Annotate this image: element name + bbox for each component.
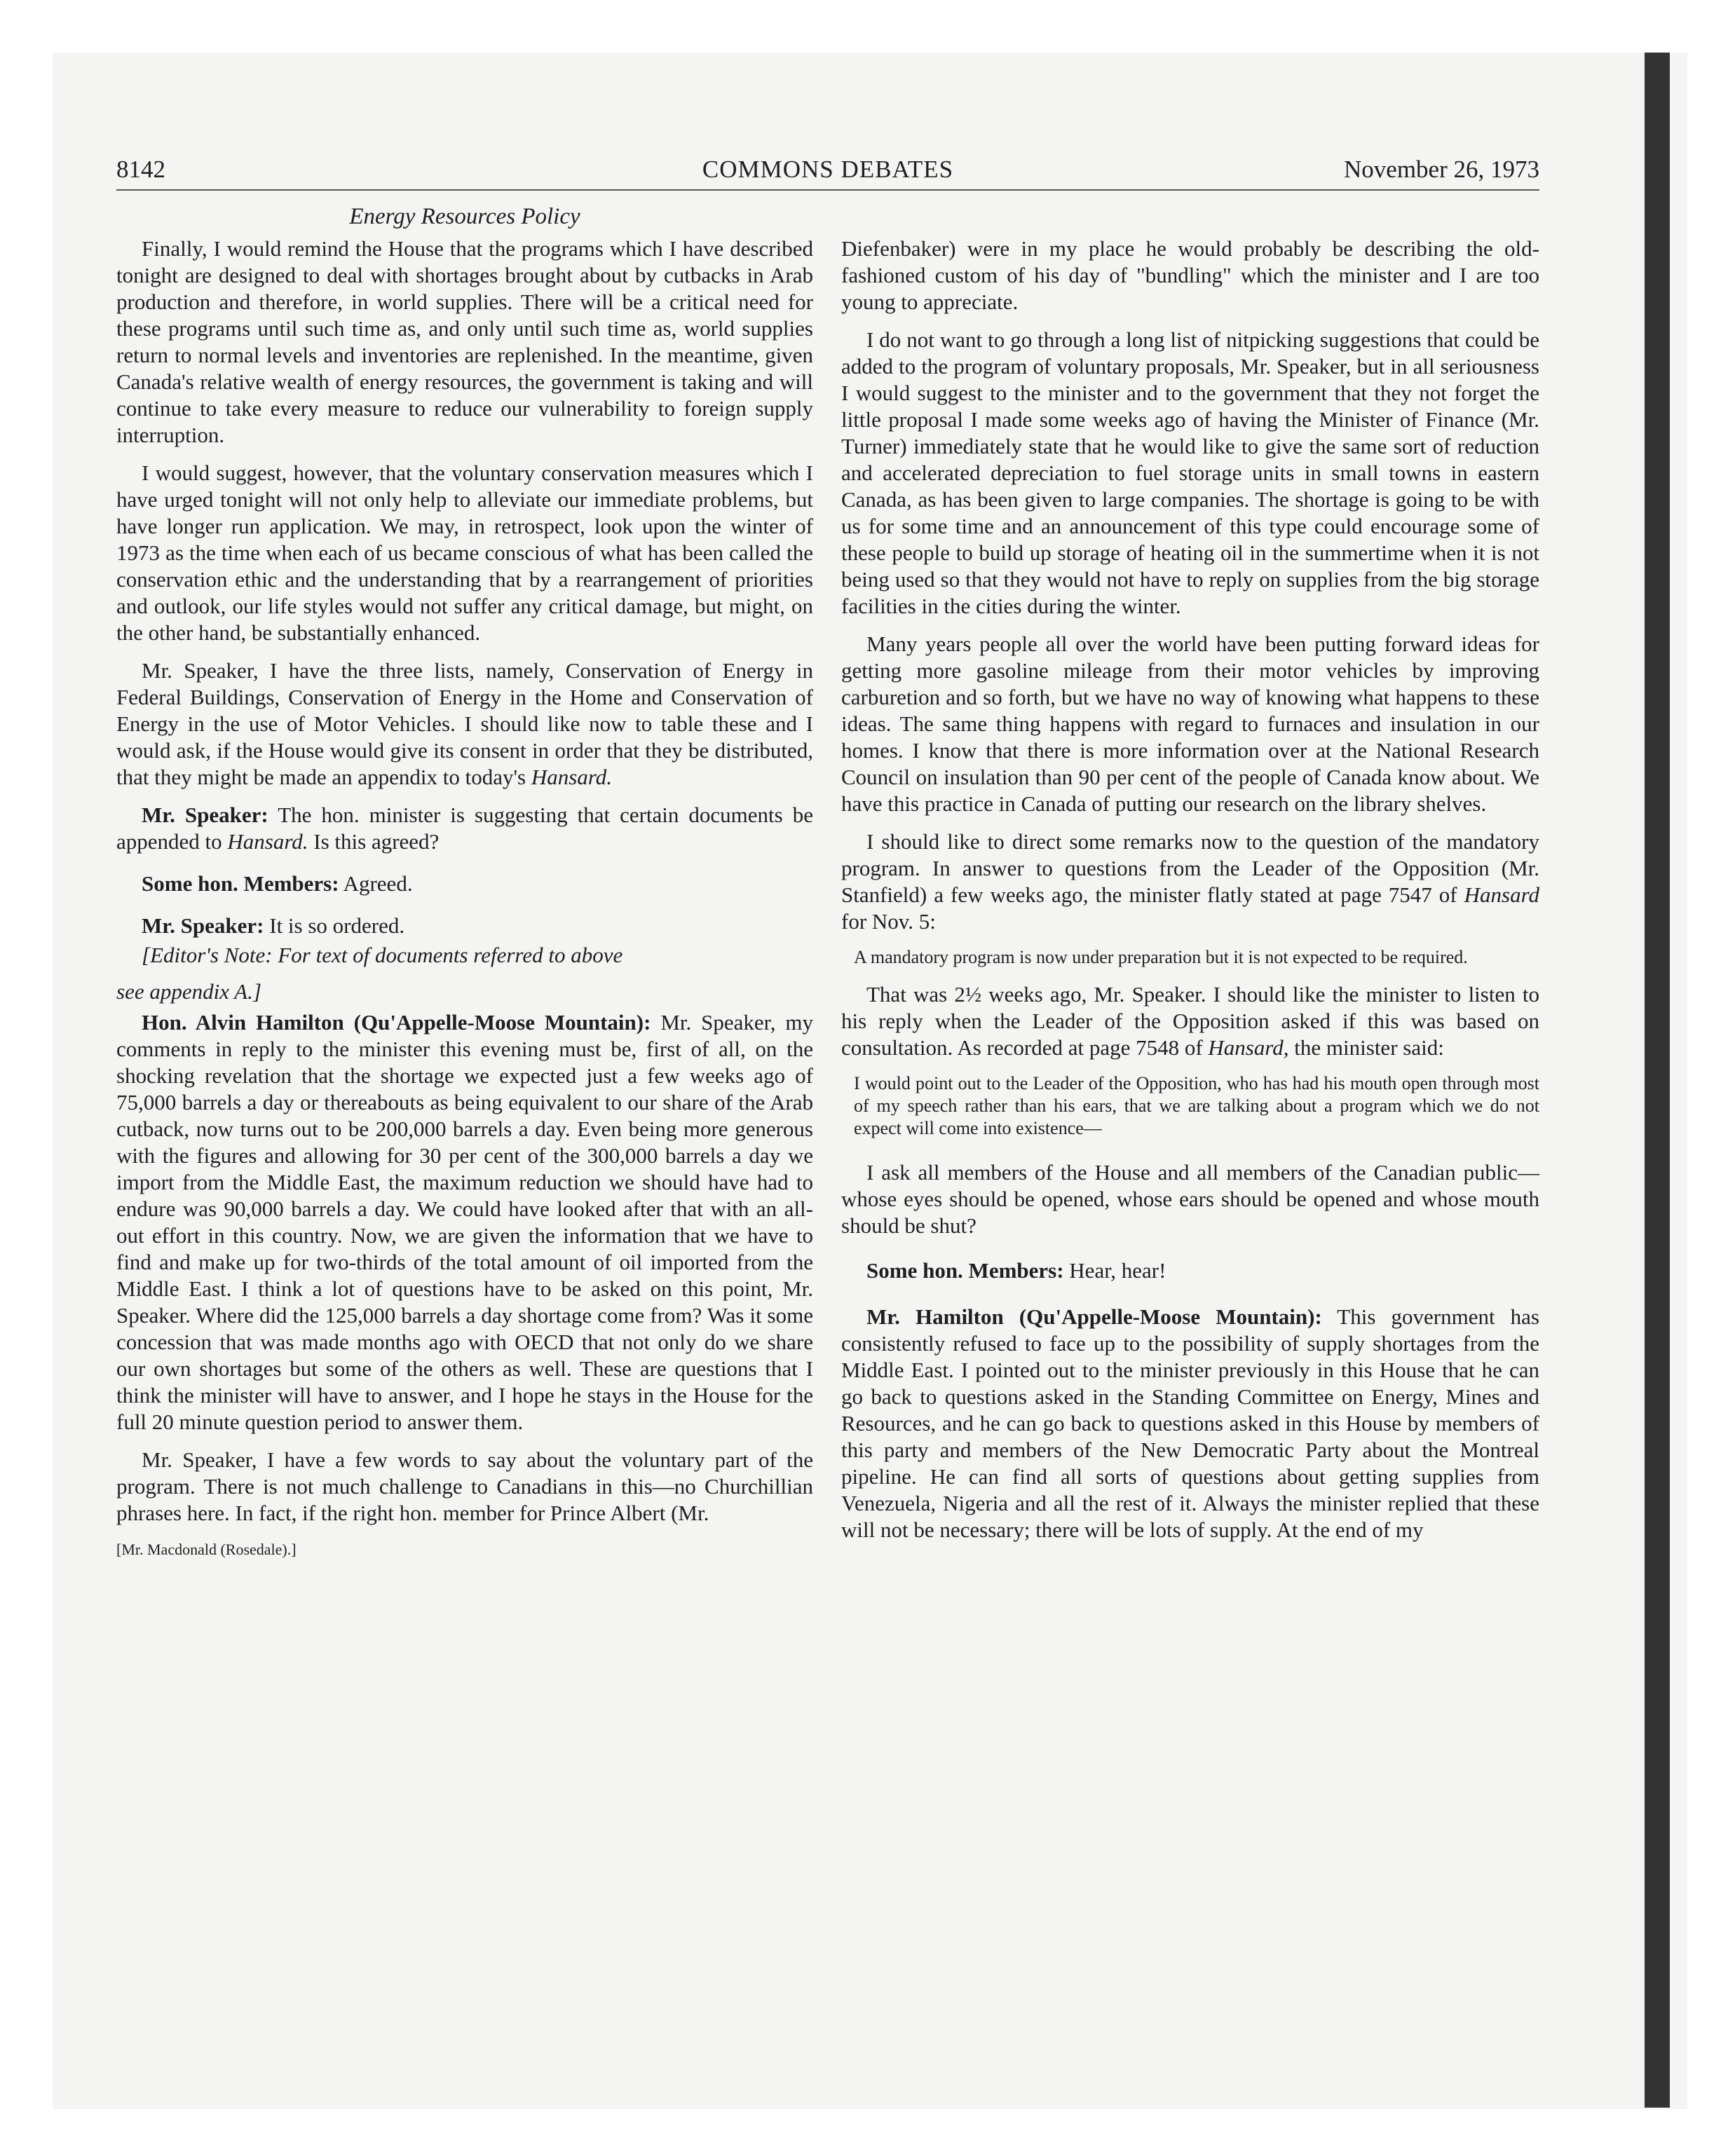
editor-note-cont: see appendix A.] [116,979,261,1004]
right-column [841,236,1539,1555]
speech [841,1257,1539,1284]
speech [116,802,813,855]
speaker-name: Hon. Alvin Hamilton (Qu'Appelle-Moose Mountain): [142,1010,651,1035]
scan-edge-bar [1645,53,1670,2108]
speaker-name: Mr. Hamilton (Qu'Appelle-Moose Mountain): [866,1304,1322,1329]
speech-text: It is so ordered. [264,913,405,938]
speech-text: Is this agreed? [308,829,440,854]
issue-date: November 26, 1973 [1344,156,1539,183]
paragraph: I would suggest, however, that the voluntary conservation measures which I have urged tonight will not only help to alleviate our immediate problems, but have longer run application. We may, in retrospect, look upon the winter of 1973 as the time when each of us became conscious of what has been called the conservation ethic and the understanding that by a rearrangement of priorities and outlook, our life styles would not suffer any critical damage, but might, on the other hand, be substantially enhanced. [116,460,813,645]
page-number: 8142 [116,156,165,183]
hansard-ref: Hansard [1464,882,1539,907]
paragraph-text: I should like to direct some remarks now to the question of the mandatory program. In answer to questions from the Leader of the Opposition (Mr. Stanfield) a few weeks ago, the minister flatly stated at page 7547 of [841,829,1539,907]
paragraph: I do not want to go through a long list of nitpicking suggestions that could be added to the program of voluntary proposals, Mr. Speaker, but in all seriousness I would suggest to the minister and to the government that they not forget the little proposal I made some weeks ago of having the Minister of Finance (Mr. Turner) immediately state that he would like to give the same sort of reduction and accelerated depreciation to fuel storage units in small towns in eastern Canada, as has been given to large companies. The shortage is going to be with us for some time and an announcement of this type could encourage some of these people to build up storage of heating oil in the summertime when it is not being used so that they would not have to reply on supplies from the big storage facilities in the cities during the winter. [841,327,1539,618]
paragraph-text: Mr. Speaker, I have the three lists, namely, Conservation of Energy in Federal Buildings, Conservation of Energy in the Home and Conservation of Energy in the use of Motor Vehicles. I should like now to table these and I would ask, if the House would give its consent in order that they be distributed, that they might be made an appendix to today's [116,658,813,789]
paragraph-text: That was 2½ weeks ago, Mr. Speaker. I should like the minister to listen to his reply when the Leader of the Opposition asked if this was based on consultation. As recorded at page 7548 of [841,982,1539,1060]
editor-note: [Editor's Note: For text of documents referred to above [142,943,623,967]
publication-title: COMMONS DEBATES [702,156,954,183]
speaker-name: Some hon. Members: [142,871,339,896]
speaker-name: Mr. Speaker: [142,803,268,827]
speech-text: The hon. minister is suggesting that certain documents be appended to [116,803,814,854]
hansard-ref: Hansard. [227,829,308,854]
paragraph: Finally, I would remind the House that the programs which I have described tonight are designed to deal with shortages brought about by cutbacks in Arab production and therefore, in world supplies. There will be a critical need for these programs until such time as, and only until such time as, world supplies return to normal levels and inventories are replenished. In the meantime, given Canada's relative wealth of energy resources, the government is taking and will continue to take every measure to reduce our vulnerability to foreign supply interruption. [116,236,813,447]
speaker-footnote: [Mr. Macdonald (Rosedale).] [116,1541,297,1558]
paragraph: Mr. Speaker, I have a few words to say about the voluntary part of the program. There is not much challenge to Canadians in this—no Churchillian phrases here. In fact, if the right hon. member for Prince Albert (Mr. [116,1447,813,1525]
section-title: Energy Resources Policy [349,204,580,229]
paragraph [841,828,1539,935]
speech-text: Mr. Speaker, my comments in reply to the minister this evening must be, first of all, on the shocking revelation that the shortage we expected just a few weeks ago of 75,000 barrels a day or thereabouts as being equivalent to our share of the Arab cutback, now turns out to be 200,000 barrels a day. Even being more generous with the figures and allowing for 30 per cent of the 300,000 barrels a day we import from the Middle East, the maximum reduction we should have had to endure was 90,000 barrels a day. We could have looked after that with an all-out effort in this country. Now, we are given the information that we have to find and make up for two-thirds of the total amount of oil imported from the Middle East. I think a lot of questions have to be asked on this point, Mr. Speaker. Where did the 125,000 barrels a day shortage come from? Was it some concession that was made months ago with OECD that not only do we share our own shortages but some of the others as well. These are questions that I think the minister will have to answer, and I hope he stays in the House for the full 20 minute question period to answer them. [116,1010,813,1434]
left-column [116,203,813,1563]
paragraph: Many years people all over the world have been putting forward ideas for getting more gasoline mileage from their motor vehicles by improving carburetion and so forth, but we have no way of knowing what happens to these ideas. The same thing happens with regard to furnaces and insulation in our homes. I know that there is more information over at the National Research Council on insulation than 90 per cent of the people of Canada know about. We have this practice in Canada of putting our research on the library shelves. [841,632,1539,816]
speech [841,1304,1539,1543]
speech [116,871,813,897]
speaker-name: Mr. Speaker: [142,913,264,938]
paragraph [116,657,813,791]
block-quote: A mandatory program is now under preparation but it is not expected to be required. [854,947,1468,967]
paragraph: Diefenbaker) were in my place he would probably be describing the old-fashioned custom of his day of "bundling" which the minister and I are too young to appreciate. [841,236,1539,314]
paragraph-text: the minister said: [1288,1035,1444,1060]
block-quote: I would point out to the Leader of the Opposition, who has had his mouth open through most of my speech rather than his ears, that we are talking about a program which we do not expect will come into existence— [854,1073,1539,1138]
speaker-name: Some hon. Members: [866,1258,1064,1283]
hansard-ref: Hansard. [531,765,612,789]
paragraph [841,981,1539,1061]
speech-text: Agreed. [339,871,413,896]
paragraph-text: for Nov. 5: [841,909,936,934]
speech [116,913,813,939]
speech-text: Hear, hear! [1063,1258,1166,1283]
speech-text: This government has consistently refused to face up to the possibility of supply shortages from the Middle East. I pointed out to the minister previously in this House that he can go back to questions asked in the Standing Committee on Energy, Mines and Resources, and he can go back to questions asked in this House by members of this party and members of the New Democratic Party about the Montreal pipeline. He can find all sorts of questions about getting supplies from Venezuela, Nigeria and all the rest of it. Always the minister replied that these will not be necessary; there will be lots of supply. At the end of my [841,1304,1539,1542]
speech [116,1009,813,1435]
hansard-ref: Hansard, [1208,1035,1289,1060]
page-header [116,153,1539,191]
paragraph: I ask all members of the House and all members of the Canadian public—whose eyes should be opened, whose ears should be opened and whose mouth should be shut? [841,1160,1539,1238]
